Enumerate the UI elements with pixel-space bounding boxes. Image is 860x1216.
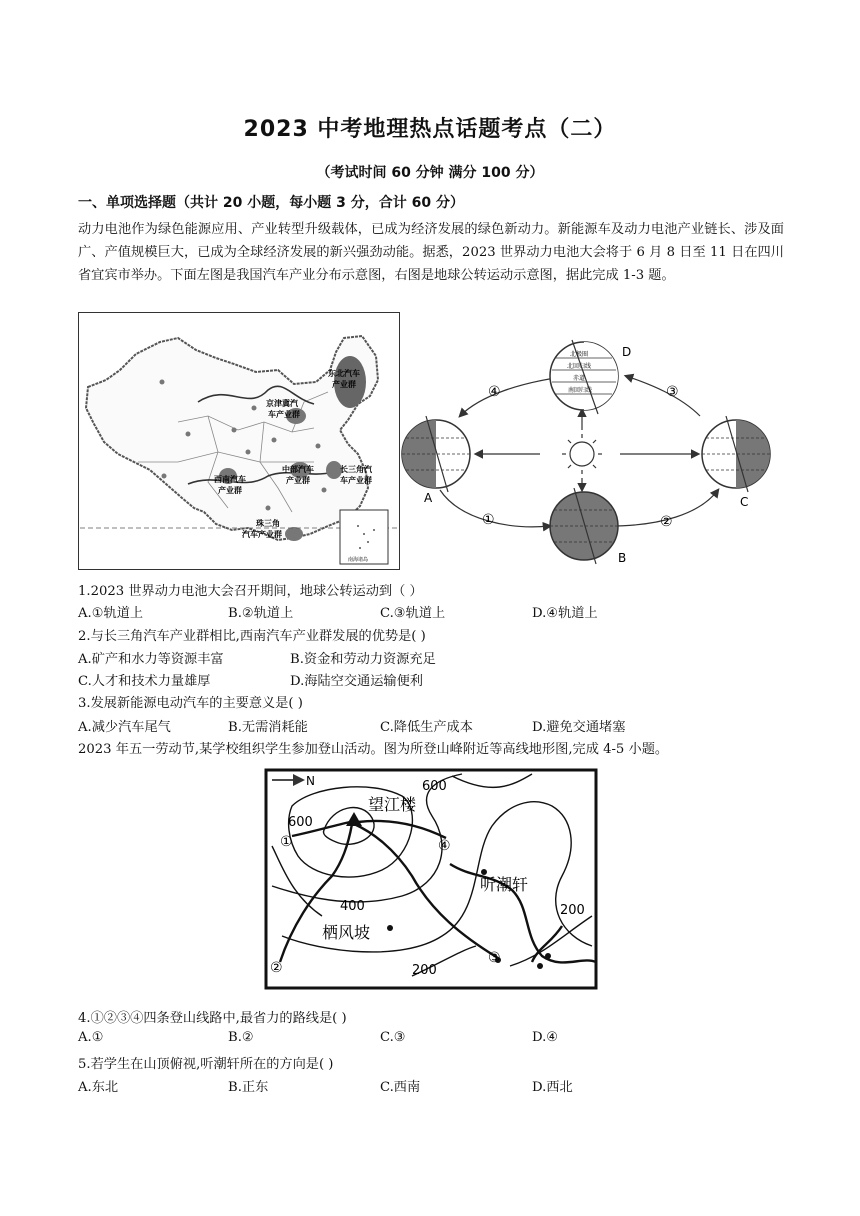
- label-a: A: [424, 491, 433, 505]
- label-pearl-2: 汽车产业群: [242, 530, 282, 539]
- d-line-4: 南回归线: [567, 387, 593, 394]
- question-2: 2.与长三角汽车产业群相比,西南汽车产业群发展的优势是( ): [78, 629, 426, 644]
- q4-option-b[interactable]: B.②: [228, 1030, 254, 1045]
- contour-600-a: 600: [422, 779, 447, 794]
- q1-option-d[interactable]: D.④轨道上: [532, 606, 598, 621]
- label-inset: 南海诸岛: [348, 557, 369, 563]
- pearl-cluster: [285, 527, 303, 541]
- question-4: 4.①②③④四条登山线路中,最省力的路线是( ): [78, 1011, 347, 1026]
- q4-option-c[interactable]: C.③: [380, 1030, 406, 1045]
- q3-option-c[interactable]: C.降低生产成本: [380, 720, 473, 735]
- q1-option-c[interactable]: C.③轨道上: [380, 606, 446, 621]
- q2-option-d[interactable]: D.海陆空交通运输便利: [290, 674, 423, 689]
- route-1-label: ①: [280, 834, 293, 850]
- contour-400: 400: [340, 899, 365, 914]
- exam-info: （考试时间 60 分钟 满分 100 分）: [316, 165, 544, 181]
- north-label: N: [306, 774, 315, 788]
- label-c: C: [740, 495, 749, 509]
- sun-icon: [562, 434, 602, 474]
- earth-revolution-diagram: [400, 330, 780, 570]
- label-yangtze-1: 长三角汽: [340, 465, 372, 474]
- orbit-3-label: ③: [666, 384, 679, 400]
- globe-c: [702, 416, 770, 492]
- q5-option-b[interactable]: B.正东: [228, 1080, 269, 1095]
- d-line-3: 赤道: [573, 375, 586, 382]
- route-3-label: ③: [488, 950, 501, 966]
- label-tingchao: 听潮轩: [480, 875, 529, 894]
- label-wangjiang: 望江楼: [368, 795, 417, 814]
- contour-200-b: 200: [560, 903, 585, 918]
- label-jingjinji-2: 车产业群: [268, 410, 300, 419]
- china-auto-industry-map: [78, 312, 400, 570]
- label-central-1: 中部汽车: [282, 465, 314, 474]
- q1-option-b[interactable]: B.②轨道上: [228, 606, 294, 621]
- contour-map: [262, 766, 600, 992]
- label-southwest-2: 产业群: [218, 486, 242, 495]
- globe-b: [550, 488, 618, 564]
- label-jingjinji-1: 京津冀汽: [266, 399, 298, 408]
- label-central-2: 产业群: [286, 476, 310, 485]
- globe-a: [402, 416, 470, 492]
- d-line-1: 北极圈: [570, 351, 589, 358]
- contour-200-a: 200: [412, 963, 437, 978]
- label-southwest-1: 西南汽车: [214, 475, 246, 484]
- q3-option-b[interactable]: B.无需消耗能: [228, 720, 308, 735]
- route-2-label: ②: [270, 960, 283, 976]
- q4-option-a[interactable]: A.①: [78, 1030, 104, 1045]
- q1-option-a[interactable]: A.①轨道上: [78, 606, 144, 621]
- section-heading: 一、单项选择题（共计 20 小题，每小题 3 分，合计 60 分）: [78, 195, 464, 211]
- q5-option-d[interactable]: D.西北: [532, 1080, 573, 1095]
- label-northeast-2: 产业群: [332, 380, 356, 389]
- label-d: D: [622, 345, 632, 359]
- q2-option-c[interactable]: C.人才和技术力量雄厚: [78, 674, 211, 689]
- label-yangtze-2: 车产业群: [340, 476, 372, 485]
- label-qifeng: 栖风坡: [322, 923, 371, 942]
- orbit-1-label: ①: [482, 512, 495, 528]
- label-pearl-1: 珠三角: [256, 519, 280, 528]
- question-5: 5.若学生在山顶俯视,听潮轩所在的方向是( ): [78, 1057, 334, 1072]
- orbit-4-label: ④: [488, 384, 501, 400]
- globe-d: [550, 340, 618, 414]
- label-northeast-1: 东北汽车: [328, 369, 360, 378]
- passage-intro-2: 2023 年五一劳动节,某学校组织学生参加登山活动。图为所登山峰附近等高线地形图,完成 4-5 小题。: [78, 742, 669, 757]
- q3-option-d[interactable]: D.避免交通堵塞: [532, 720, 626, 735]
- q3-option-a[interactable]: A.减少汽车尾气: [78, 720, 171, 735]
- q5-option-a[interactable]: A.东北: [78, 1080, 119, 1095]
- label-b: B: [618, 551, 627, 565]
- page-title: 2023 中考地理热点话题考点（二）: [243, 117, 617, 142]
- q2-option-a[interactable]: A.矿产和水力等资源丰富: [78, 652, 224, 667]
- contour-600-b: 600: [288, 815, 313, 830]
- question-1: 1.2023 世界动力电池大会召开期间，地球公转运动到（ ）: [78, 584, 423, 599]
- passage-intro: 动力电池作为绿色能源应用、产业转型升级载体，已成为经济发展的绿色新动力。新能源车及动力电池产业链长、涉及面广、产值规模巨大，已成为全球经济发展的新兴强劲动能。据悉，2023 世界动力电池大会将于 6 月 8 日至 11 日在四川省宜宾市举办。下面左图是我国汽车产业分布示意图，右图是地球公转运动示意图，据此完成 1-3 题。: [78, 222, 784, 283]
- q5-option-c[interactable]: C.西南: [380, 1080, 421, 1095]
- q2-option-b[interactable]: B.资金和劳动力资源充足: [290, 652, 436, 667]
- q4-option-d[interactable]: D.④: [532, 1030, 559, 1045]
- orbit-2-label: ②: [660, 514, 673, 530]
- question-3: 3.发展新能源电动汽车的主要意义是( ): [78, 696, 303, 711]
- route-4-label: ④: [438, 838, 451, 854]
- d-line-2: 北回归线: [567, 363, 592, 370]
